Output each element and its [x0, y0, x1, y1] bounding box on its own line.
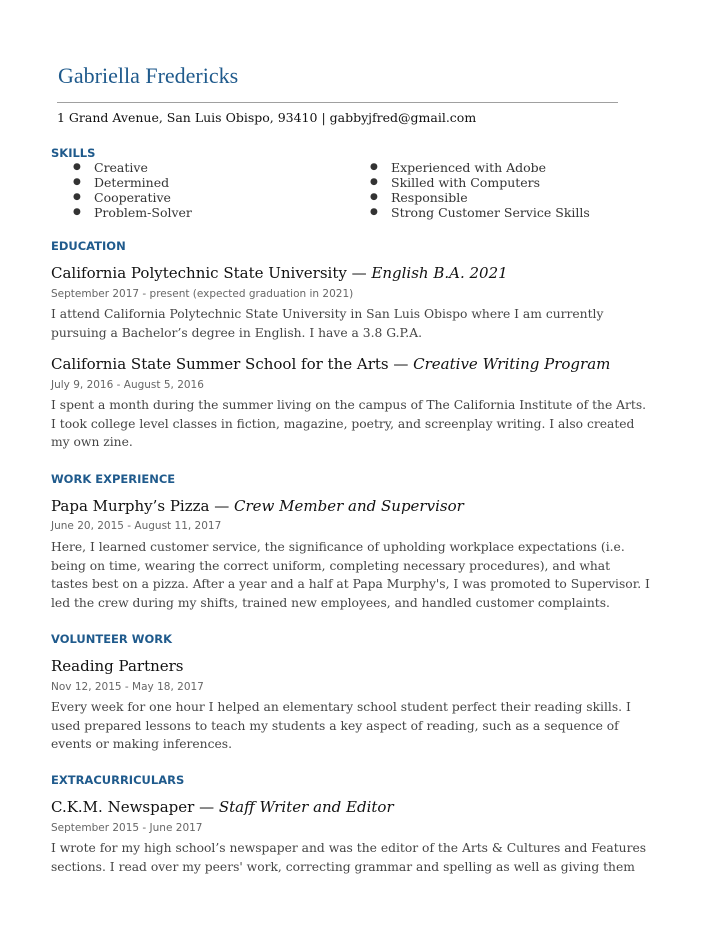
bullet-icon: ●	[370, 207, 378, 217]
entry-org: Reading Partners	[51, 657, 184, 675]
section-label-education: EDUCATION	[51, 239, 126, 253]
section-label-work-experience: WORK EXPERIENCE	[51, 472, 176, 486]
entry-org: California Polytechnic State University	[51, 264, 347, 282]
skill-item: ● Problem-Solver	[73, 205, 192, 220]
entry-role: Staff Writer and Editor	[218, 798, 394, 816]
skills-list-left	[73, 160, 192, 220]
skill-item: ● Creative	[73, 160, 148, 175]
section-label-extracurriculars: EXTRACURRICULARS	[51, 773, 185, 787]
entry-date: July 9, 2016 - August 5, 2016	[51, 379, 204, 391]
section-label-volunteer-work: VOLUNTEER WORK	[51, 632, 172, 646]
skills-list-right	[370, 160, 590, 220]
entry-title	[51, 798, 394, 816]
contact-info: 1 Grand Avenue, San Luis Obispo, 93410 | gabbyjfred@gmail.com	[57, 110, 477, 125]
bullet-icon: ●	[73, 177, 81, 187]
bullet-icon: ●	[73, 207, 81, 217]
section-label-skills: SKILLS	[51, 146, 96, 160]
entry-separator: —	[194, 798, 219, 816]
skill-item: ● Cooperative	[73, 190, 171, 205]
entry-description: I attend California Polytechnic State University in San Luis Obispo where I am currently pursuing a Bachelor’s degree in English. I have a 3.8 G.P.A.	[51, 307, 604, 340]
entry-role: Crew Member and Supervisor	[234, 497, 464, 515]
entry-title	[51, 497, 464, 515]
entry-date: June 20, 2015 - August 11, 2017	[51, 520, 222, 532]
skill-item: ● Responsible	[370, 190, 468, 205]
skill-item: ● Determined	[73, 175, 170, 190]
entry-description: Here, I learned customer service, the significance of upholding workplace expectations (i.e. being on time, wearing the correct uniform, completing necessary procedures), and what tastes best on a pizza. After a year and a half at Papa Murphy's, I was promoted to Supervisor. I led the crew during my shifts, trained new employees, and handled customer complaints.	[51, 540, 650, 610]
resume-name: Gabriella Fredericks	[58, 63, 239, 88]
bullet-icon: ●	[370, 192, 378, 202]
entry-separator: —	[209, 497, 235, 515]
entry-date: September 2015 - June 2017	[51, 822, 203, 834]
skill-item: ● Skilled with Computers	[370, 175, 541, 190]
entry-title	[51, 355, 610, 373]
entry-org: C.K.M. Newspaper	[51, 798, 195, 816]
bullet-icon: ●	[73, 162, 81, 172]
entry-separator: —	[346, 264, 372, 282]
bullet-icon: ●	[73, 192, 81, 202]
skill-item: ● Strong Customer Service Skills	[370, 205, 590, 220]
entry-role: English B.A. 2021	[371, 264, 508, 282]
entry-date: Nov 12, 2015 - May 18, 2017	[51, 681, 204, 693]
bullet-icon: ●	[370, 162, 378, 172]
entry-title	[51, 264, 508, 282]
entry-description: I spent a month during the summer living on the campus of The California Institute of the Arts. I took college level classes in fiction, magazine, poetry, and screenplay writing. I also created my own zine.	[51, 398, 647, 449]
bullet-icon: ●	[370, 177, 378, 187]
entry-title	[51, 657, 184, 675]
entry-role: Creative Writing Program	[413, 355, 611, 373]
header-divider	[57, 102, 618, 103]
entry-org: Papa Murphy’s Pizza	[51, 497, 210, 515]
entry-date: September 2017 - present (expected graduation in 2021)	[51, 288, 354, 300]
entry-description: I wrote for my high school’s newspaper and was the editor of the Arts & Cultures and Features sections. I read over my peers' work, correcting grammar and spelling as well as giving them	[51, 841, 647, 874]
entry-separator: —	[388, 355, 414, 373]
skill-item: ● Experienced with Adobe	[370, 160, 547, 175]
entry-description: Every week for one hour I helped an elementary school student perfect their reading skills. I used prepared lessons to teach my students a key aspect of reading, such as a sequence of events or making inferences.	[51, 700, 631, 751]
entry-org: California State Summer School for the Arts	[51, 355, 389, 373]
